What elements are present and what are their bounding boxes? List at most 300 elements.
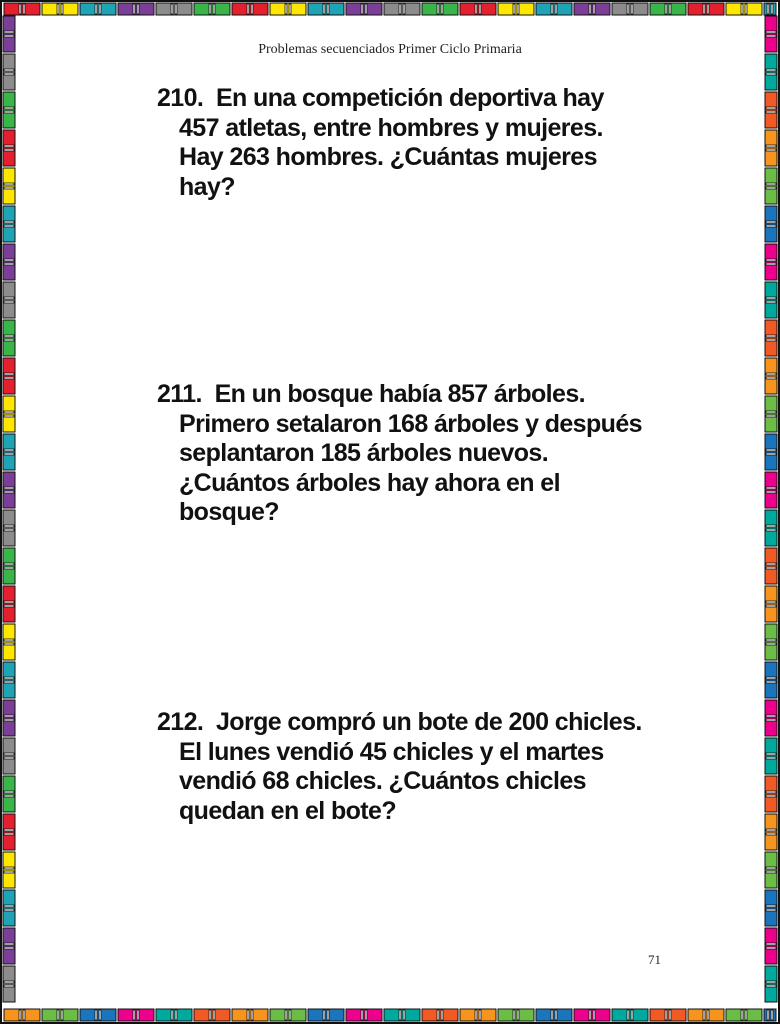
border-segment [765,700,777,736]
border-segment [765,358,777,394]
border-tick [4,415,14,417]
problem-line: 212. Jorge compró un bote de 200 chicles. [157,708,642,736]
border-segment [650,1009,686,1021]
problem-line: 210. En una competición deportiva hay [157,84,604,112]
border-segment [765,320,777,356]
border-segment [536,1009,572,1021]
border-tick [766,35,776,37]
border-tick [513,4,515,14]
border-tick [4,339,14,341]
border-tick [137,4,139,14]
border-segment [3,928,15,964]
border-tick [766,107,776,109]
border-tick [766,187,776,189]
border-tick [57,1010,59,1020]
problem-line: ¿Cuántos árboles hay ahora en el [179,468,560,497]
border-tick [437,4,439,14]
border-tick [766,111,776,113]
border-segment [765,738,777,774]
border-tick [4,909,14,911]
border-tick [555,4,557,14]
border-tick [4,187,14,189]
border-tick [365,1010,367,1020]
border-tick [665,1010,667,1020]
border-tick [95,1010,97,1020]
problem-line: 211. En un bosque había 857 árboles. [157,380,585,408]
border-tick [441,1010,443,1020]
border-segment [726,1009,762,1021]
border-tick [361,4,363,14]
border-segment [42,1009,78,1021]
border-segment [574,1009,610,1021]
border-tick [766,221,776,223]
border-tick [766,415,776,417]
border-tick [4,639,14,641]
problem-line: 457 atletas, entre hombres y mujeres. [179,113,603,142]
border-segment [3,586,15,622]
border-tick [766,753,776,755]
border-tick [766,981,776,983]
border-tick [4,149,14,151]
border-segment [765,54,777,90]
border-segment [765,244,777,280]
border-tick [766,985,776,987]
border-segment [765,852,777,888]
border-tick [399,4,401,14]
border-tick [4,221,14,223]
border-segment [498,3,534,15]
border-segment [765,928,777,964]
border-tick [4,449,14,451]
border-tick [627,4,629,14]
border-segment [765,548,777,584]
problem-210 [157,84,657,202]
border-tick [589,1010,591,1020]
border-tick [551,1010,553,1020]
border-tick [289,4,291,14]
border-tick [137,1010,139,1020]
border-tick [593,4,595,14]
border-segment [765,282,777,318]
border-tick [323,4,325,14]
border-segment [3,624,15,660]
problem-line: Primero setalaron 168 árboles y después [179,409,642,438]
border-tick [4,601,14,603]
border-segment [3,890,15,926]
border-tick [766,643,776,645]
border-tick [4,943,14,945]
border-segment [574,3,610,15]
border-segment [3,700,15,736]
border-segment [384,3,420,15]
border-segment [3,472,15,508]
border-tick [4,335,14,337]
border-segment [270,1009,306,1021]
border-tick [213,4,215,14]
border-segment [4,1009,40,1021]
border-tick [403,4,405,14]
border-segment [232,3,268,15]
border-tick [767,1010,769,1020]
border-tick [631,1010,633,1020]
page-header: Problemas secuenciados Primer Ciclo Primaria [258,42,522,57]
border-segment [4,3,40,15]
border-segment [3,282,15,318]
border-tick [4,73,14,75]
border-tick [4,491,14,493]
border-tick [437,1010,439,1020]
border-tick [479,4,481,14]
border-segment [422,3,458,15]
border-tick [4,719,14,721]
border-segment [765,396,777,432]
border-tick [4,677,14,679]
border-tick [766,567,776,569]
border-segment [232,1009,268,1021]
border-tick [4,985,14,987]
border-segment [384,1009,420,1021]
border-segment [764,3,776,15]
border-tick [766,601,776,603]
border-segment [3,358,15,394]
border-tick [175,4,177,14]
border-tick [323,1010,325,1020]
border-segment [3,852,15,888]
border-tick [61,4,63,14]
border-tick [766,411,776,413]
border-tick [4,829,14,831]
border-tick [4,111,14,113]
border-tick [23,1010,25,1020]
border-tick [766,871,776,873]
border-tick [361,1010,363,1020]
border-tick [766,833,776,835]
border-segment [765,206,777,242]
border-tick [171,4,173,14]
problem-number: 211. [157,380,202,408]
problem-212 [157,708,657,826]
border-tick [475,4,477,14]
border-segment [3,130,15,166]
border-tick [4,981,14,983]
border-tick [766,149,776,151]
border-segment [80,3,116,15]
border-tick [327,4,329,14]
border-segment [156,1009,192,1021]
border-tick [766,563,776,565]
border-segment [3,776,15,812]
problem-number: 210. [157,84,204,112]
border-tick [627,1010,629,1020]
border-tick [475,1010,477,1020]
border-tick [4,715,14,717]
border-segment [3,434,15,470]
border-tick [4,69,14,71]
border-tick [631,4,633,14]
border-tick [589,4,591,14]
border-tick [327,1010,329,1020]
border-tick [707,1010,709,1020]
border-tick [4,753,14,755]
border-tick [285,4,287,14]
border-tick [133,1010,135,1020]
border-segment [3,548,15,584]
border-tick [289,1010,291,1020]
border-tick [745,1010,747,1020]
border-segment [270,3,306,15]
border-tick [399,1010,401,1020]
border-tick [766,73,776,75]
border-tick [767,4,769,14]
border-tick [766,487,776,489]
border-segment [765,776,777,812]
border-tick [95,4,97,14]
border-tick [665,4,667,14]
border-tick [23,4,25,14]
border-tick [4,529,14,531]
border-tick [4,833,14,835]
border-tick [251,1010,253,1020]
border-tick [4,107,14,109]
border-segment [308,1009,344,1021]
border-tick [4,643,14,645]
border-segment [612,1009,648,1021]
border-segment [765,662,777,698]
border-segment [3,244,15,280]
border-tick [703,1010,705,1020]
border-tick [209,4,211,14]
border-tick [766,453,776,455]
border-tick [766,529,776,531]
border-segment [765,966,777,1002]
border-tick [4,377,14,379]
border-tick [4,871,14,873]
problem-line: bosque? [179,498,279,526]
border-segment [765,130,777,166]
border-segment [3,396,15,432]
border-segment [3,662,15,698]
border-tick [4,757,14,759]
problem-number: 212. [157,708,204,736]
border-segment [688,1009,724,1021]
border-tick [251,4,253,14]
border-tick [741,1010,743,1020]
border-tick [247,1010,249,1020]
border-tick [4,563,14,565]
border-tick [703,4,705,14]
border-segment [764,1009,776,1021]
border-tick [766,377,776,379]
border-tick [4,145,14,147]
border-tick [57,4,59,14]
border-segment [3,738,15,774]
border-tick [19,4,21,14]
border-tick [766,335,776,337]
border-segment [3,92,15,128]
border-tick [766,373,776,375]
border-tick [766,867,776,869]
border-tick [766,263,776,265]
border-tick [766,301,776,303]
border-segment [346,3,382,15]
border-tick [766,757,776,759]
border-segment [536,3,572,15]
border-tick [766,297,776,299]
problem-line: seplantaron 185 árboles nuevos. [179,439,549,467]
border-tick [479,1010,481,1020]
border-tick [4,905,14,907]
border-tick [669,1010,671,1020]
border-segment [3,320,15,356]
problem-211 [157,380,657,528]
border-segment [765,472,777,508]
border-tick [766,183,776,185]
border-segment [194,3,230,15]
border-tick [741,4,743,14]
border-tick [133,4,135,14]
border-segment [765,168,777,204]
border-tick [4,225,14,227]
border-tick [766,339,776,341]
border-segment [308,3,344,15]
border-tick [766,639,776,641]
border-segment [194,1009,230,1021]
border-tick [766,225,776,227]
border-segment [346,1009,382,1021]
border-tick [517,4,519,14]
border-tick [513,1010,515,1020]
border-segment [765,510,777,546]
border-tick [4,263,14,265]
border-segment [498,1009,534,1021]
border-segment [422,1009,458,1021]
border-tick [4,605,14,607]
border-tick [4,31,14,33]
border-tick [555,1010,557,1020]
border-tick [745,4,747,14]
border-tick [4,453,14,455]
border-segment [118,3,154,15]
problem-line: El lunes vendió 45 chicles y el martes [179,737,604,766]
border-tick [4,297,14,299]
border-segment [765,586,777,622]
border-tick [766,795,776,797]
border-tick [766,681,776,683]
border-tick [285,1010,287,1020]
border-tick [766,145,776,147]
border-tick [171,1010,173,1020]
border-tick [365,4,367,14]
border-tick [4,795,14,797]
border-tick [209,1010,211,1020]
border-tick [707,4,709,14]
border-tick [766,525,776,527]
border-tick [4,259,14,261]
border-tick [4,487,14,489]
border-segment [765,624,777,660]
border-tick [766,677,776,679]
border-tick [766,449,776,451]
border-tick [766,905,776,907]
border-tick [766,259,776,261]
border-tick [766,605,776,607]
border-tick [4,867,14,869]
border-tick [766,31,776,33]
border-tick [4,947,14,949]
problem-line: vendió 68 chicles. ¿Cuántos chicles [179,767,586,795]
border-tick [766,715,776,717]
border-segment [3,54,15,90]
border-segment [80,1009,116,1021]
border-segment [118,1009,154,1021]
border-segment [765,92,777,128]
border-tick [19,1010,21,1020]
border-tick [771,4,773,14]
border-segment [688,3,724,15]
border-tick [766,791,776,793]
border-segment [156,3,192,15]
border-tick [99,4,101,14]
border-segment [3,206,15,242]
border-segment [3,814,15,850]
problem-line: hay? [179,172,235,201]
problem-line: quedan en el bote? [179,796,396,825]
border-tick [4,373,14,375]
border-tick [766,909,776,911]
border-tick [4,183,14,185]
border-tick [766,943,776,945]
border-segment [460,1009,496,1021]
border-tick [771,1010,773,1020]
border-tick [4,681,14,683]
border-tick [99,1010,101,1020]
border-segment [460,3,496,15]
border-segment [765,434,777,470]
border-tick [4,791,14,793]
border-segment [3,966,15,1002]
border-segment [42,3,78,15]
border-segment [612,3,648,15]
problem-line: Hay 263 hombres. ¿Cuántas mujeres [179,143,597,171]
page-number: 71 [648,952,661,967]
border-segment [765,814,777,850]
border-segment [765,890,777,926]
border-tick [766,947,776,949]
border-tick [403,1010,405,1020]
border-segment [726,3,762,15]
border-tick [4,411,14,413]
border-tick [669,4,671,14]
border-tick [517,1010,519,1020]
border-tick [175,1010,177,1020]
border-tick [766,69,776,71]
border-segment [650,3,686,15]
border-tick [441,4,443,14]
border-segment [3,510,15,546]
border-tick [593,1010,595,1020]
border-tick [213,1010,215,1020]
border-tick [4,301,14,303]
border-tick [247,4,249,14]
border-tick [551,4,553,14]
border-tick [766,719,776,721]
border-tick [4,35,14,37]
border-tick [4,567,14,569]
border-tick [4,525,14,527]
border-tick [766,829,776,831]
border-tick [766,491,776,493]
border-tick [61,1010,63,1020]
